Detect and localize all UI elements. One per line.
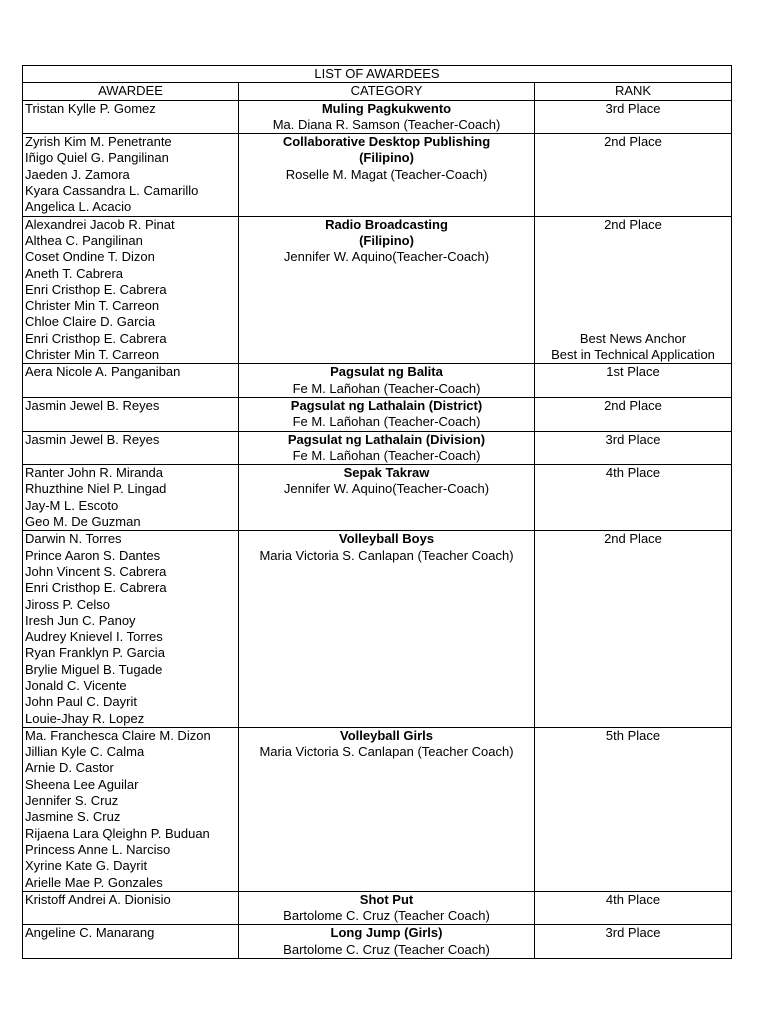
rank-cell (535, 925, 732, 959)
rank-value: 2nd Place (604, 216, 662, 232)
awardee-name: Jillian Kyle C. Calma (25, 744, 145, 760)
coach-name: Bartolome C. Cruz (Teacher Coach) (283, 908, 490, 924)
table-title: LIST OF AWARDEES (23, 66, 732, 83)
awardee-name: Darwin N. Torres (25, 531, 122, 547)
awardee-name: Jasmin Jewel B. Reyes (25, 431, 160, 447)
awardee-name: Aneth T. Cabrera (25, 265, 124, 281)
awardee-cell (23, 216, 239, 364)
header-category: CATEGORY (239, 83, 535, 100)
category-cell (239, 891, 535, 925)
rank-cell (535, 531, 732, 728)
awardee-name: Rhuzthine Niel P. Lingad (25, 481, 167, 497)
category-name: (Filipino) (359, 150, 414, 166)
awardee-cell (23, 465, 239, 531)
header-awardee: AWARDEE (23, 83, 239, 100)
category-name: Pagsulat ng Balita (330, 364, 443, 380)
category-name: Volleyball Girls (340, 727, 433, 743)
rank-value: 2nd Place (604, 531, 662, 547)
rank-value: 1st Place (606, 364, 660, 380)
coach-name: Roselle M. Magat (Teacher-Coach) (285, 166, 488, 182)
awardee-name: Christer Min T. Carreon (25, 298, 160, 314)
awardee-cell (23, 925, 239, 959)
awardee-name: Jasmine S. Cruz (25, 809, 121, 825)
category-name: Long Jump (Girls) (330, 925, 443, 941)
category-cell (239, 465, 535, 531)
table-row (23, 531, 732, 728)
awardee-name: Princess Anne L. Narciso (25, 841, 171, 857)
rank-cell (535, 431, 732, 465)
coach-name: Fe M. Lañohan (Teacher-Coach) (292, 447, 481, 463)
awardee-name: Louie-Jhay R. Lopez (25, 710, 145, 726)
category-name: (Filipino) (359, 232, 414, 248)
awardee-name: Angelica L. Acacio (25, 199, 132, 215)
table-row (23, 100, 732, 134)
coach-name: Fe M. Lañohan (Teacher-Coach) (292, 414, 481, 430)
rank-cell (535, 134, 732, 216)
awardee-name: Enri Cristhop E. Cabrera (25, 330, 167, 346)
awardee-name: Kristoff Andrei A. Dionisio (25, 891, 171, 907)
rank-cell (535, 364, 732, 398)
category-name: Collaborative Desktop Publishing (282, 134, 491, 150)
rank-cell (535, 891, 732, 925)
awardee-name: Arnie D. Castor (25, 760, 114, 776)
category-cell (239, 100, 535, 134)
awardee-name: Arielle Mae P. Gonzales (25, 874, 163, 890)
awardee-name: Ranter John R. Miranda (25, 465, 164, 481)
awardee-name: Enri Cristhop E. Cabrera (25, 281, 167, 297)
awardee-cell (23, 134, 239, 216)
awardee-name: Enri Cristhop E. Cabrera (25, 580, 167, 596)
table-row (23, 925, 732, 959)
header-row (23, 83, 732, 100)
awardee-name: Brylie Miguel B. Tugade (25, 661, 163, 677)
category-cell (239, 531, 535, 728)
coach-name: Jennifer W. Aquino(Teacher-Coach) (283, 481, 490, 497)
awardee-name: Althea C. Pangilinan (25, 232, 143, 248)
rank-value: 3rd Place (605, 100, 661, 116)
rank-cell (535, 397, 732, 431)
awardee-name: Jay-M L. Escoto (25, 497, 119, 513)
rank-cell (535, 727, 732, 891)
awardee-name: Sheena Lee Aguilar (25, 776, 139, 792)
awardee-cell (23, 531, 239, 728)
category-cell (239, 727, 535, 891)
awardee-name: Rijaena Lara Qleighn P. Buduan (25, 825, 210, 841)
category-cell (239, 216, 535, 364)
rank-value: 3rd Place (605, 925, 661, 941)
category-name: Radio Broadcasting (325, 216, 448, 232)
rank-cell (535, 465, 732, 531)
awardee-name: Jaeden J. Zamora (25, 166, 130, 182)
table-row (23, 364, 732, 398)
awardee-cell (23, 727, 239, 891)
table-row (23, 727, 732, 891)
awardee-name: Christer Min T. Carreon (25, 347, 160, 363)
awardee-cell (23, 100, 239, 134)
awardee-name: Prince Aaron S. Dantes (25, 547, 161, 563)
awardee-name: Alexandrei Jacob R. Pinat (25, 216, 175, 232)
awardee-name: Jiross P. Celso (25, 596, 111, 612)
awardee-cell (23, 891, 239, 925)
header-rank: RANK (535, 83, 732, 100)
category-name: Sepak Takraw (343, 465, 430, 481)
rank-value: 4th Place (605, 891, 661, 907)
awardee-name: Iñigo Quiel G. Pangilinan (25, 150, 169, 166)
rank-value: 5th Place (605, 727, 661, 743)
category-cell (239, 431, 535, 465)
rank-value: 4th Place (605, 465, 661, 481)
awardee-name: Geo M. De Guzman (25, 514, 141, 530)
awardee-cell (23, 431, 239, 465)
category-cell (239, 364, 535, 398)
coach-name: Bartolome C. Cruz (Teacher Coach) (283, 941, 490, 957)
category-name: Volleyball Boys (338, 531, 435, 547)
coach-name: Maria Victoria S. Canlapan (Teacher Coach) (259, 744, 514, 760)
awardee-name: Jennifer S. Cruz (25, 793, 119, 809)
awardee-name: Coset Ondine T. Dizon (25, 249, 155, 265)
awardees-table (22, 65, 732, 959)
special-award: Best News Anchor (579, 330, 687, 346)
table-row (23, 891, 732, 925)
table-row (23, 134, 732, 216)
awardee-name: Aera Nicole A. Panganiban (25, 364, 181, 380)
table-row (23, 431, 732, 465)
category-name: Muling Pagkukwento (321, 100, 452, 116)
coach-name: Jennifer W. Aquino(Teacher-Coach) (283, 249, 490, 265)
awardee-name: Ma. Franchesca Claire M. Dizon (25, 727, 211, 743)
rank-spacer (537, 233, 729, 331)
category-cell (239, 925, 535, 959)
category-name: Pagsulat ng Lathalain (Division) (287, 431, 486, 447)
awardee-cell (23, 364, 239, 398)
table-row (23, 216, 732, 364)
awardee-name: Xyrine Kate G. Dayrit (25, 858, 148, 874)
awardee-name: Audrey Knievel I. Torres (25, 629, 163, 645)
awardee-name: John Vincent S. Cabrera (25, 563, 167, 579)
coach-name: Maria Victoria S. Canlapan (Teacher Coach) (259, 547, 514, 563)
rank-value: 3rd Place (605, 431, 661, 447)
rank-value: 2nd Place (604, 134, 662, 150)
title-row (23, 66, 732, 83)
awardee-name: Angeline C. Manarang (25, 925, 155, 941)
awardee-name: Jonald C. Vicente (25, 678, 127, 693)
rank-cell (535, 100, 732, 134)
awardee-name: Zyrish Kim M. Penetrante (25, 134, 172, 150)
table-row (23, 465, 732, 531)
awardee-name: John Paul C. Dayrit (25, 694, 137, 710)
awardee-name: Jasmin Jewel B. Reyes (25, 397, 160, 413)
special-award: Best in Technical Application (551, 347, 715, 363)
category-name: Pagsulat ng Lathalain (District) (290, 397, 483, 413)
awardee-name: Ryan Franklyn P. Garcia (25, 645, 165, 661)
coach-name: Fe M. Lañohan (Teacher-Coach) (292, 380, 481, 396)
table-row (23, 397, 732, 431)
awardee-name: Chloe Claire D. Garcia (25, 314, 156, 330)
category-name: Shot Put (359, 891, 414, 907)
awardee-name: Tristan Kylle P. Gomez (25, 100, 156, 116)
awardee-name: Kyara Cassandra L. Camarillo (25, 183, 199, 199)
coach-name: Ma. Diana R. Samson (Teacher-Coach) (272, 116, 501, 132)
awardee-cell (23, 397, 239, 431)
category-cell (239, 397, 535, 431)
awardee-name: Iresh Jun C. Panoy (25, 612, 136, 628)
rank-cell (535, 216, 732, 364)
rank-value: 2nd Place (604, 397, 662, 413)
category-cell (239, 134, 535, 216)
